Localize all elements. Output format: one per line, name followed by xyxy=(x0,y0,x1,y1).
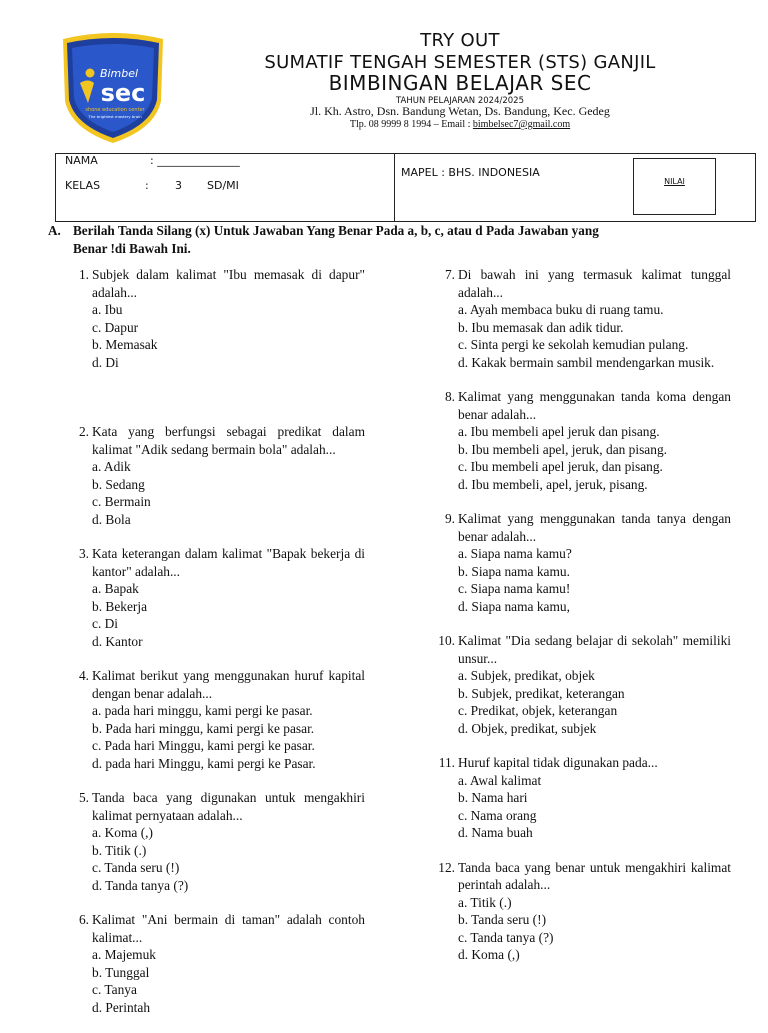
header-phone: Tlp. 08 9999 8 1994 – Email : xyxy=(349,119,473,130)
option-d[interactable]: d. Objek, predikat, subjek xyxy=(458,720,597,736)
question-number: 3. xyxy=(78,546,89,561)
kelas-number: 3 xyxy=(175,179,182,192)
question-stem: Kalimat "Ani bermain di taman" adalah contoh kalimat... xyxy=(92,912,365,945)
question-stem: Kalimat yang menggunakan tanda koma dengan benar adalah... xyxy=(458,389,731,422)
mapel-label: MAPEL : BHS. INDONESIA xyxy=(401,166,540,179)
question-11 xyxy=(431,754,731,842)
questions-right-column xyxy=(431,266,731,981)
question-7 xyxy=(431,266,731,371)
header-title-institution: BIMBINGAN BELAJAR SEC xyxy=(328,71,592,95)
bimbel-sec-logo xyxy=(57,31,169,145)
question-12 xyxy=(431,859,731,964)
option-c[interactable]: c. Tanda seru (!) xyxy=(92,860,180,875)
option-d[interactable]: d. Kakak bermain sambil mendengarkan musik. xyxy=(458,354,715,370)
question-stem: Tanda baca yang digunakan untuk mengakhiri kalimat pernyataan adalah... xyxy=(92,790,365,823)
option-a[interactable]: a. Majemuk xyxy=(92,947,156,962)
option-c[interactable]: c. Pada hari Minggu, kami pergi ke pasar. xyxy=(92,738,315,753)
question-number: 10. xyxy=(438,633,455,648)
option-b[interactable]: b. Bekerja xyxy=(92,598,148,614)
header-contact xyxy=(180,119,740,130)
question-number: 4. xyxy=(78,668,89,683)
option-a[interactable]: a. Titik (.) xyxy=(458,894,512,910)
option-c[interactable]: c. Tanda tanya (?) xyxy=(458,929,554,945)
option-c[interactable]: c. Dapur xyxy=(92,319,139,335)
instruction-line-1: Berilah Tanda Silang (x) Untuk Jawaban Yang Benar Pada a, b, c, atau d Pada Jawaban yang xyxy=(73,223,599,238)
question-number: 7. xyxy=(444,267,455,282)
question-2 xyxy=(65,423,365,528)
question-6 xyxy=(65,911,365,1016)
nilai-score-box[interactable] xyxy=(633,158,716,215)
question-number: 1. xyxy=(78,267,89,282)
option-c[interactable]: c. Ibu membeli apel jeruk, dan pisang. xyxy=(458,459,663,474)
option-d[interactable]: d. Perintah xyxy=(92,999,151,1015)
question-stem: Kalimat berikut yang menggunakan huruf kapital dengan benar adalah... xyxy=(92,668,365,701)
question-1 xyxy=(65,266,365,371)
question-9 xyxy=(431,510,731,615)
kelas-colon: : xyxy=(145,179,149,192)
nilai-label: NILAI xyxy=(664,177,685,186)
option-c[interactable]: c. Siapa nama kamu! xyxy=(458,581,571,596)
question-number: 11. xyxy=(438,755,455,770)
question-number: 8. xyxy=(444,389,455,404)
option-b[interactable]: b. Sedang xyxy=(92,476,145,492)
header-title-sts: SUMATIF TENGAH SEMESTER (STS) GANJIL xyxy=(264,52,656,73)
question-8 xyxy=(431,388,731,493)
question-stem: Kata yang berfungsi sebagai predikat dalam kalimat "Adik sedang bermain bola" adalah... xyxy=(92,424,365,457)
option-b[interactable]: b. Memasak xyxy=(92,337,158,352)
option-a[interactable]: a. Koma (,) xyxy=(92,825,153,840)
option-d[interactable]: d. Nama buah xyxy=(458,825,533,840)
option-a[interactable]: a. Subjek, predikat, objek xyxy=(458,668,595,683)
section-instruction xyxy=(48,222,748,258)
option-c[interactable]: c. Nama orang xyxy=(458,807,537,823)
logo-subtag: The brightest mastery brain xyxy=(88,114,142,119)
option-b[interactable]: b. Ibu membeli apel, jeruk, dan pisang. xyxy=(458,441,667,457)
option-d[interactable]: d. Bola xyxy=(92,511,131,527)
option-d[interactable]: d. Kantor xyxy=(92,633,143,649)
logo-brand-text: sec xyxy=(100,79,146,107)
option-d[interactable]: d. Siapa nama kamu, xyxy=(458,598,570,614)
option-b[interactable]: b. Tanda seru (!) xyxy=(458,912,547,927)
option-b[interactable]: b. Pada hari minggu, kami pergi ke pasar. xyxy=(92,720,315,736)
option-b[interactable]: b. Siapa nama kamu. xyxy=(458,563,570,579)
question-stem: Kalimat "Dia sedang belajar di sekolah" memiliki unsur... xyxy=(458,633,731,666)
student-identity-box xyxy=(55,153,756,222)
option-b[interactable]: b. Subjek, predikat, keterangan xyxy=(458,685,625,701)
option-a[interactable]: a. Awal kalimat xyxy=(458,772,542,788)
option-b[interactable]: b. Tunggal xyxy=(92,964,150,980)
question-3 xyxy=(65,545,365,650)
header-address: Jl. Kh. Astro, Dsn. Bandung Wetan, Ds. Bandung, Kec. Gedeg xyxy=(310,104,610,118)
question-number: 12. xyxy=(438,859,455,875)
option-b[interactable]: b. Titik (.) xyxy=(92,842,147,858)
option-d[interactable]: d. pada hari Minggu, kami pergi ke Pasar. xyxy=(92,755,316,771)
kelas-label: KELAS xyxy=(65,179,101,192)
nama-field[interactable]: : _______________ xyxy=(150,154,240,167)
question-stem: Kata keterangan dalam kalimat "Bapak bekerja di kantor" adalah... xyxy=(92,546,365,579)
question-stem: Kalimat yang menggunakan tanda tanya dengan benar adalah... xyxy=(458,511,731,544)
kelas-level: SD/MI xyxy=(207,179,239,192)
header-academic-year: TAHUN PELAJARAN 2024/2025 xyxy=(396,96,524,106)
option-c[interactable]: c. Bermain xyxy=(92,494,151,509)
option-d[interactable]: d. Di xyxy=(92,354,119,370)
option-a[interactable]: a. Siapa nama kamu? xyxy=(458,546,572,561)
option-a[interactable]: a. Bapak xyxy=(92,581,139,596)
header-title-tryout: TRY OUT xyxy=(420,30,500,51)
option-b[interactable]: b. Nama hari xyxy=(458,790,528,805)
identity-divider xyxy=(394,154,395,221)
option-d[interactable]: d. Tanda tanya (?) xyxy=(92,877,189,893)
question-number: 6. xyxy=(78,912,89,927)
option-a[interactable]: a. Ayah membaca buku di ruang tamu. xyxy=(458,302,664,317)
question-stem: Huruf kapital tidak digunakan pada... xyxy=(458,755,658,770)
question-number: 5. xyxy=(78,790,89,805)
question-4 xyxy=(65,667,365,772)
question-stem: Subjek dalam kalimat "Ibu memasak di dapur" adalah... xyxy=(92,267,365,300)
option-a[interactable]: a. Ibu xyxy=(92,302,123,317)
option-c[interactable]: c. Di xyxy=(92,616,119,631)
option-c[interactable]: c. Sinta pergi ke sekolah kemudian pulang. xyxy=(458,337,689,352)
logo-tagline: shone education center xyxy=(85,107,145,113)
option-a[interactable]: a. Adik xyxy=(92,459,131,474)
option-c[interactable]: c. Tanya xyxy=(92,982,137,997)
option-b[interactable]: b. Ibu memasak dan adik tidur. xyxy=(458,319,624,335)
section-letter: A. xyxy=(48,223,61,238)
question-stem: Tanda baca yang benar untuk mengakhiri kalimat perintah adalah... xyxy=(458,859,731,892)
questions-left-column xyxy=(65,266,365,1033)
option-c[interactable]: c. Predikat, objek, keterangan xyxy=(458,703,618,718)
question-number: 9. xyxy=(444,511,455,526)
logo-top-text: Bimbel xyxy=(99,67,139,80)
option-a[interactable]: a. pada hari minggu, kami pergi ke pasar. xyxy=(92,703,313,718)
question-5 xyxy=(65,789,365,894)
option-d[interactable]: d. Koma (,) xyxy=(458,947,520,962)
option-a[interactable]: a. Ibu membeli apel jeruk dan pisang. xyxy=(458,424,660,439)
header-email-link[interactable]: bimbelsec7@gmail.com xyxy=(472,119,571,130)
option-d[interactable]: d. Ibu membeli, apel, jeruk, pisang. xyxy=(458,476,648,492)
question-10 xyxy=(431,632,731,737)
question-stem: Di bawah ini yang termasuk kalimat tunggal adalah... xyxy=(458,267,731,300)
instruction-line-2: Benar !di Bawah Ini. xyxy=(73,241,191,256)
nama-label: NAMA xyxy=(65,154,98,167)
question-number: 2. xyxy=(78,424,89,439)
